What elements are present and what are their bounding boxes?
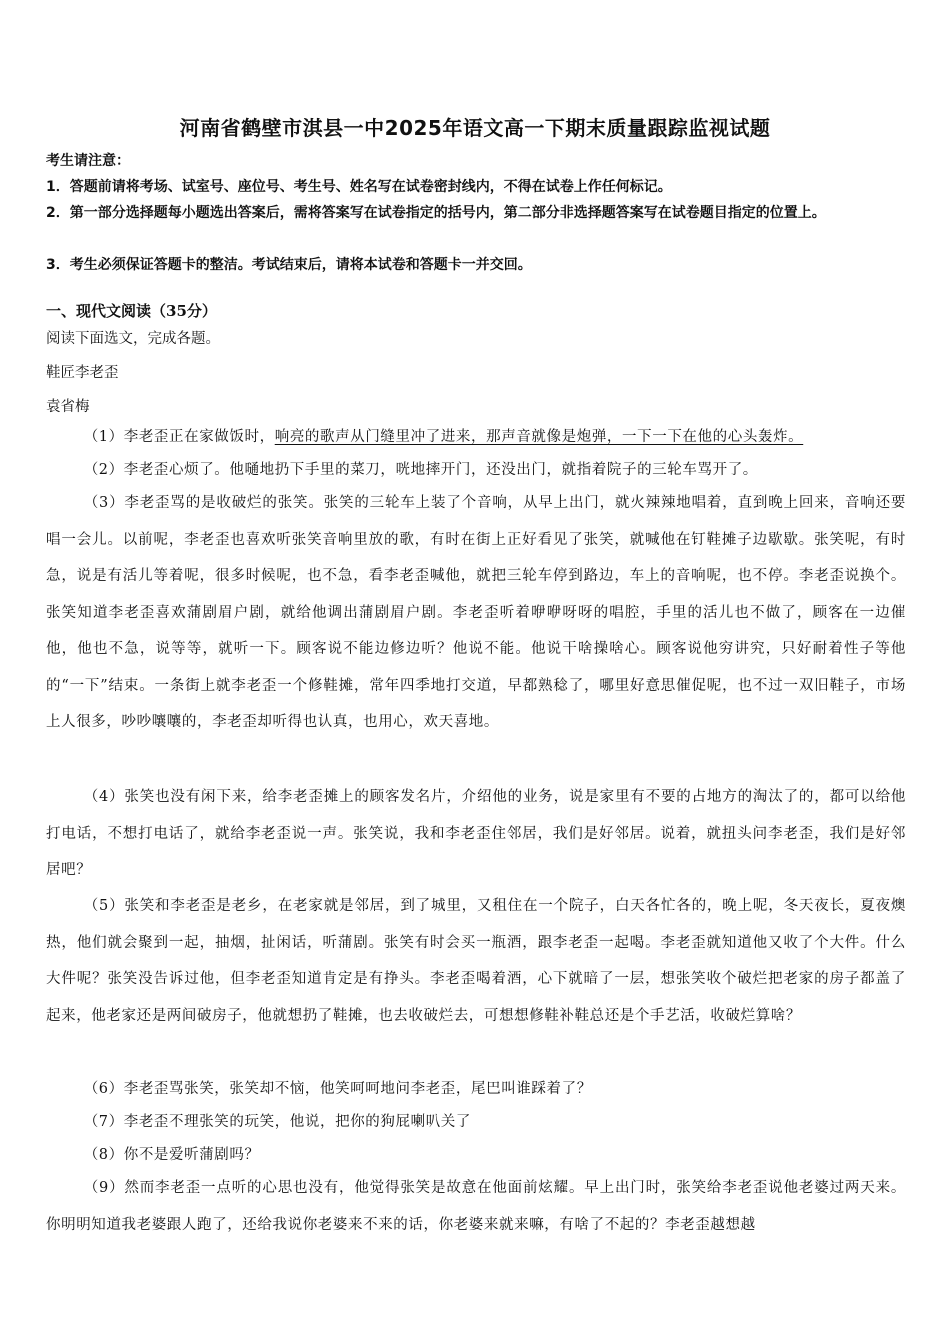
notice-item-1: 1．答题前请将考场、试室号、座位号、考生号、姓名写在试卷密封线内，不得在试卷上作任何标记。	[46, 179, 672, 195]
section-instruction: 阅读下面选文，完成各题。	[46, 331, 220, 347]
story-title: 鞋匠李老歪	[46, 365, 119, 381]
paragraph-3: （3）李老歪骂的是收破烂的张笑。张笑的三轮车上装了个音响，从早上出门，就火辣辣地唱着，直到晚上回来，音响还要唱一会儿。以前呢，李老歪也喜欢听张笑音响里放的歌，有时在街上正好看见了张笑，就喊他在钉鞋摊子边歇歇。张笑呢，有时急，说是有活儿等着呢，很多时候呢，也不急，看李老歪喊他，就把三轮车停到路边，车上的音响呢，也不停。李老歪说换个。张笑知道李老歪喜欢蒲剧眉户剧，就给他调出蒲剧眉户剧。李老歪听着咿咿呀呀的唱腔，手里的活儿也不做了，顾客在一边催他，他也不急，说等等，就听一下。顾客说不能边修边听？他说不能。他说干啥操啥心。顾客说他穷讲究，只好耐着性子等他的“一下”结束。一条街上就李老歪一个修鞋摊，常年四季地打交道，早都熟稔了，哪里好意思催促呢，也不过一双旧鞋子，市场上人很多，吵吵嚷嚷的，李老歪却听得也认真，也用心，欢天喜地。	[46, 495, 906, 730]
paragraph-6: （6）李老歪骂张笑，张笑却不恼，他笑呵呵地问李老歪，尾巴叫谁踩着了？	[83, 1081, 592, 1097]
paragraph-4: （4）张笑也没有闲下来，给李老歪摊上的顾客发名片，介绍他的业务，说是家里有不要的占地方的淘汰了的，都可以给他打电话，不想打电话了，就给李老歪说一声。张笑说，我和李老歪住邻居，我们是好邻居。说着，就扭头问李老歪，我们是好邻居吧？	[46, 789, 906, 878]
underlined-sentence: 响亮的歌声从门缝里冲了进来，那声音就像是炮弹，一下一下在他的心头轰炸。	[274, 429, 804, 445]
notice-item-2: 2．第一部分选择题每小题选出答案后，需将答案写在试卷指定的括号内，第二部分非选择题答案写在试卷题目指定的位置上。	[46, 205, 826, 221]
story-author: 袁省梅	[46, 399, 90, 415]
notice-heading: 考生请注意：	[46, 153, 130, 169]
paragraph-1-lead: （1）李老歪正在家做饭时，	[83, 429, 275, 445]
paragraph-9: （9）然而李老歪一点听的心思也没有，他觉得张笑是故意在他面前炫耀。早上出门时，张笑给李老歪说他老婆过两天来。你明明知道我老婆跟人跑了，还给我说你老婆来不来的话，你老婆来就来嘛，有啥了不起的？李老歪越想越	[46, 1180, 906, 1233]
paragraph-7: （7）李老歪不理张笑的玩笑，他说，把你的狗屁喇叭关了	[83, 1114, 472, 1130]
paragraph-8: （8）你不是爱听蒲剧吗？	[83, 1147, 260, 1163]
exam-title: 河南省鹤壁市淇县一中2025年语文高一下期末质量跟踪监视试题	[179, 116, 771, 140]
notice-item-3: 3．考生必须保证答题卡的整洁。考试结束后，请将本试卷和答题卡一并交回。	[46, 257, 532, 273]
paragraph-2: （2）李老歪心烦了。他嗵地扔下手里的菜刀，咣地摔开门，还没出门，就指着院子的三轮车骂开了。	[83, 462, 758, 478]
paragraph-5: （5）张笑和李老歪是老乡，在老家就是邻居，到了城里，又租住在一个院子，白天各忙各的，晚上呢，冬天夜长，夏夜燠热，他们就会聚到一起，抽烟，扯闲话，听蒲剧。张笑有时会买一瓶酒，跟李老歪一起喝。李老歪就知道他又收了个大件。什么大件呢？张笑没告诉过他，但李老歪知道肯定是有挣头。李老歪喝着酒，心下就暗了一层，想张笑收个破烂把老家的房子都盖了起来，他老家还是两间破房子，他就想扔了鞋摊，也去收破烂去，可想想修鞋补鞋总还是个手艺活，收破烂算啥？	[46, 898, 906, 1024]
section-heading: 一、现代文阅读（35分）	[46, 302, 217, 320]
paragraph-1	[46, 419, 906, 456]
